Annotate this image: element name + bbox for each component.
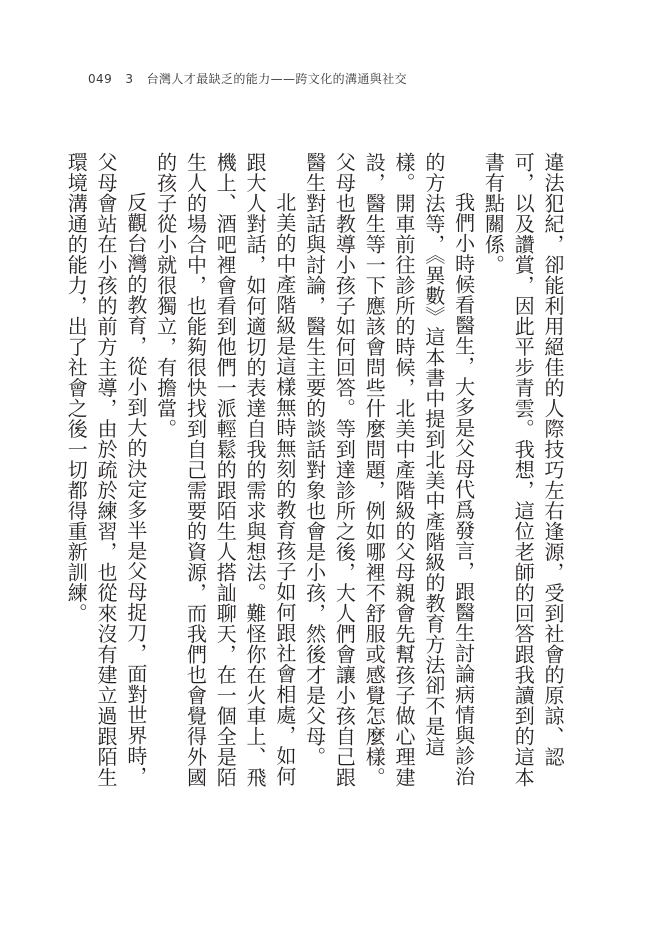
paragraph-4: 反觀台灣的教育，從小到大的決定多半是父母捉刀，面對世界時，父母會站在小孩的前方主導，由於疏於練習，也從來沒有建立過跟陌生環境溝通的能力，出了社會之後一切都得重新訓練。: [64, 152, 148, 788]
paragraph-1: 違法犯紀，卻能利用絕佳的人際技巧左右逢源，受到社會的原諒、認可，以及讚賞，因此平步青雲。我想，這位老師的回答跟我讀到的這本書有點關係。: [481, 152, 565, 788]
paragraph-3: 北美的中產階級是這樣無時無刻的教育孩子如何跟社會相處，如何跟大人對話，如何適切的表達自我的需求與想法。難怪你在火車上、飛機上、酒吧裡會看到他們一派輕鬆的跟陌生人搭訕聊天，在一個全是陌生人的場合中，也能夠很快找到自己需要的資源，而我們也會覺得外國的孩子從小就很獨立，有擔當。: [153, 152, 297, 788]
running-header: [88, 70, 416, 87]
chapter-title: 台灣人才最缺乏的能力——跨文化的溝通與社交: [146, 72, 407, 86]
body-text: [64, 152, 567, 792]
page-number: 049: [88, 72, 113, 86]
chapter-number: 3: [125, 72, 134, 86]
paragraph-2: 我們小時候看醫生，大多是父母代爲發言，跟醫生討論病情與診治的方法等，《異數》這本書中提到北美中產階級的教育方法卻不是這樣。開車前往診所的時候，北美中產階級的父母親會先幫孩子做心理建設，醫生等一下應該會問些什麼問題，例如哪裡不舒服或感覺怎麼樣。父母也教導小孩子如何回答。等到達診所之後，大人們會讓小孩自己跟醫生對話與討論，醫生主要的談話對象也會是小孩，然後才是父母。: [302, 152, 476, 788]
